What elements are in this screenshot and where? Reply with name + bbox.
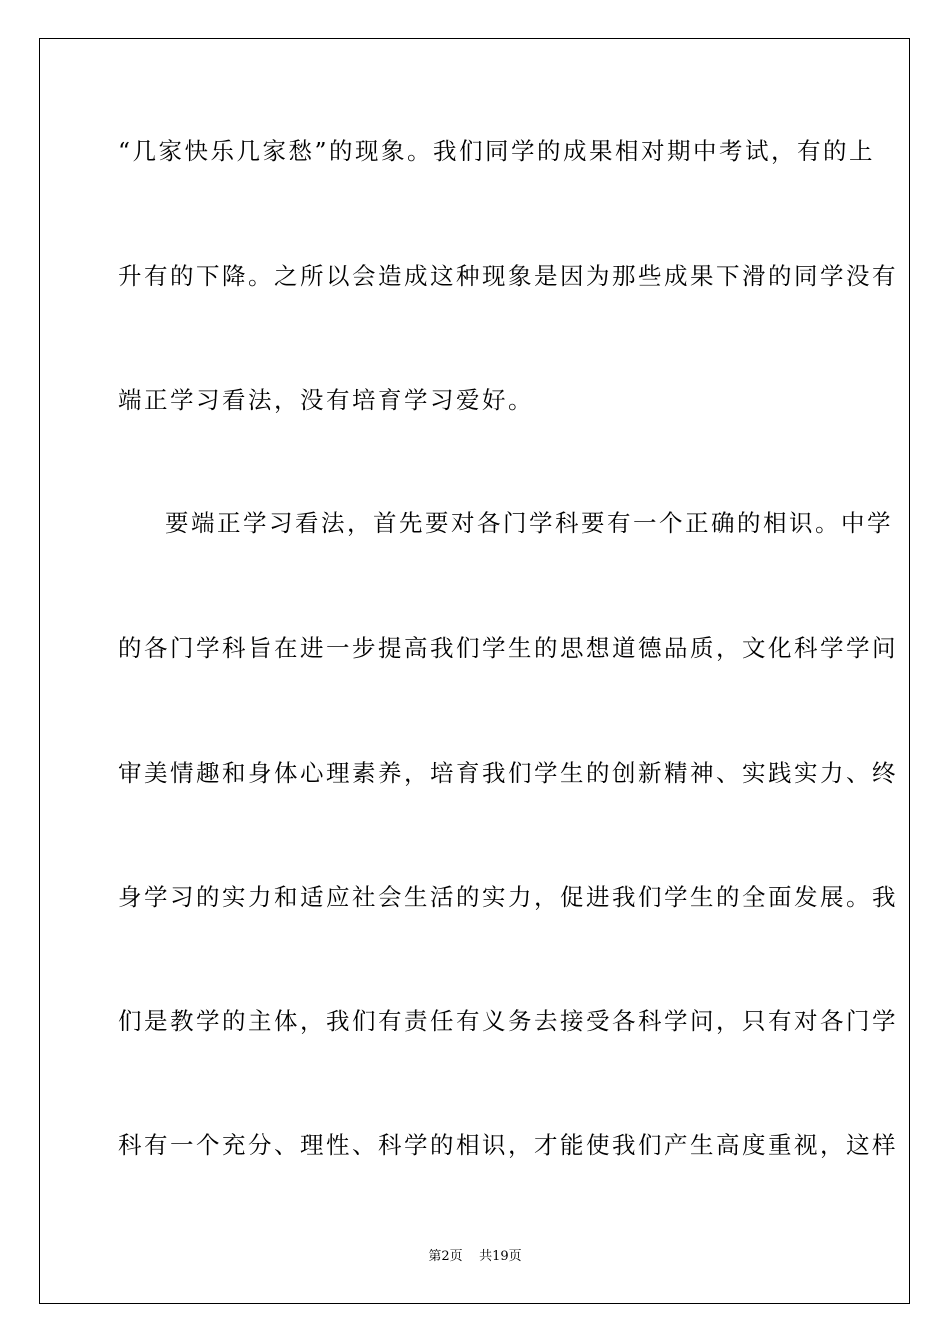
text-line: 升有的下降。之所以会造成这种现象是因为那些成果下滑的同学没有 (118, 262, 898, 290)
text-line: 审美情趣和身体心理素养，培育我们学生的创新精神、实践实力、终 (118, 759, 898, 787)
text-line: 的各门学科旨在进一步提高我们学生的思想道德品质，文化科学学问 (118, 634, 898, 662)
text-line: 要端正学习看法，首先要对各门学科要有一个正确的相识。中学 (165, 509, 893, 537)
page-number: 第2页 (428, 1249, 463, 1264)
page-border (39, 38, 910, 1304)
text-line: 科有一个充分、理性、科学的相识，才能使我们产生高度重视，这样 (118, 1131, 898, 1159)
page-total: 共19页 (479, 1249, 522, 1264)
page-footer (0, 1249, 950, 1265)
text-line: 们是教学的主体，我们有责任有义务去接受各科学问，只有对各门学 (118, 1007, 898, 1035)
text-line: “几家快乐几家愁”的现象。我们同学的成果相对期中考试，有的上 (118, 137, 876, 165)
text-line: 端正学习看法，没有培育学习爱好。 (118, 386, 534, 414)
text-line: 身学习的实力和适应社会生活的实力，促进我们学生的全面发展。我 (118, 883, 898, 911)
